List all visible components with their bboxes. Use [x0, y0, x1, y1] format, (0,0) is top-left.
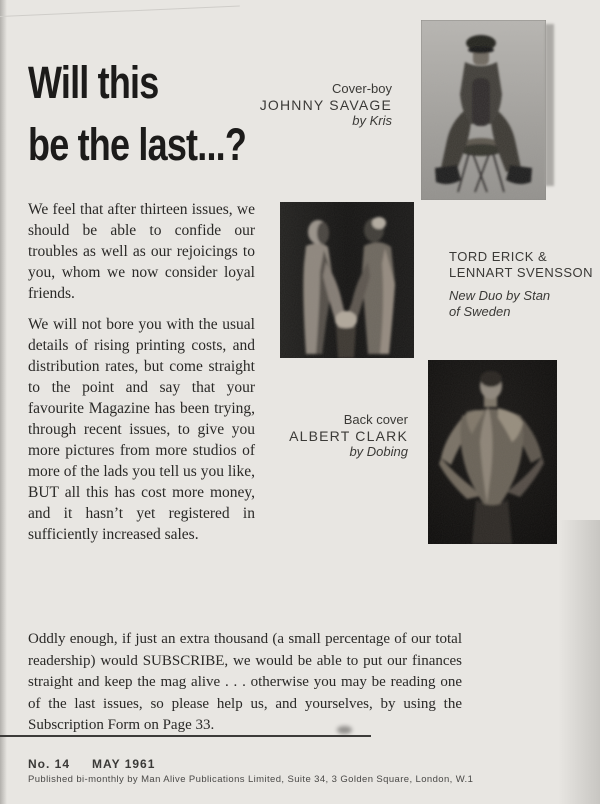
- caption-cover-boy-label: Cover-boy: [332, 81, 392, 96]
- caption-duo-credit2: of Sweden: [449, 304, 511, 319]
- paragraph-2: We will not bore you with the usual details of rising printing costs, and distribution rates, but come straight to the point and say that your favourite Magazine has been trying, through recent issues, to give you more pictures from more studios of more of the lads you tell us you like, BUT all this has cost more money, and it hasn’t yet registered in sufficiently increased sales.: [28, 316, 255, 543]
- caption-duo-credit1: New Duo by Stan: [449, 288, 551, 303]
- man-back-photo: [428, 360, 557, 544]
- issue-date: MAY 1961: [92, 757, 156, 771]
- footer-rule: [0, 735, 371, 737]
- ink-smudge: [337, 726, 352, 734]
- two-men-facing-photo: [280, 202, 414, 358]
- footer-publisher-line: Published bi-monthly by Man Alive Publications Limited, Suite 34, 3 Golden Square, London, W.1: [28, 774, 474, 785]
- page-title-line2: be the last...?: [28, 119, 247, 170]
- man-in-cap-on-stool-photo: [421, 20, 546, 200]
- caption-back-cover-label: Back cover: [343, 412, 408, 427]
- page-title-line1: Will this: [28, 57, 159, 108]
- caption-back-cover: [289, 412, 408, 460]
- paragraph-3: Oddly enough, if just an extra thousand (a small percentage of our total readership) would SUBSCRIBE, we would be able to put our finances straight and keep the mag alive . . . otherwise you may be reading one of the last issues, so please help us, and yourselves, by using the Subscription Form on Page 33.: [28, 631, 462, 733]
- paragraph-1: We feel that after thirteen issues, we should be able to confide our troubles as well as our rejoicings to you, whom we now consider loyal friends.: [28, 201, 255, 302]
- page-title: [28, 52, 246, 176]
- footer-issue-line: [28, 757, 155, 771]
- scan-crease: [0, 6, 240, 17]
- scan-fold-strip: [545, 24, 554, 186]
- scan-left-edge: [0, 0, 7, 804]
- caption-duo-name1: TORD ERICK &: [449, 249, 548, 264]
- caption-back-cover-name: ALBERT CLARK: [289, 428, 408, 444]
- caption-duo: [449, 249, 593, 320]
- page-curl-shadow: [558, 520, 600, 804]
- caption-duo-name2: LENNART SVENSSON: [449, 265, 594, 280]
- caption-cover-boy: [260, 81, 392, 129]
- body-column: [28, 199, 255, 555]
- caption-back-cover-credit: by Dobing: [349, 444, 408, 459]
- caption-cover-boy-name: JOHNNY SAVAGE: [259, 97, 392, 113]
- caption-cover-boy-credit: by Kris: [352, 113, 392, 128]
- issue-number: No. 14: [28, 757, 71, 771]
